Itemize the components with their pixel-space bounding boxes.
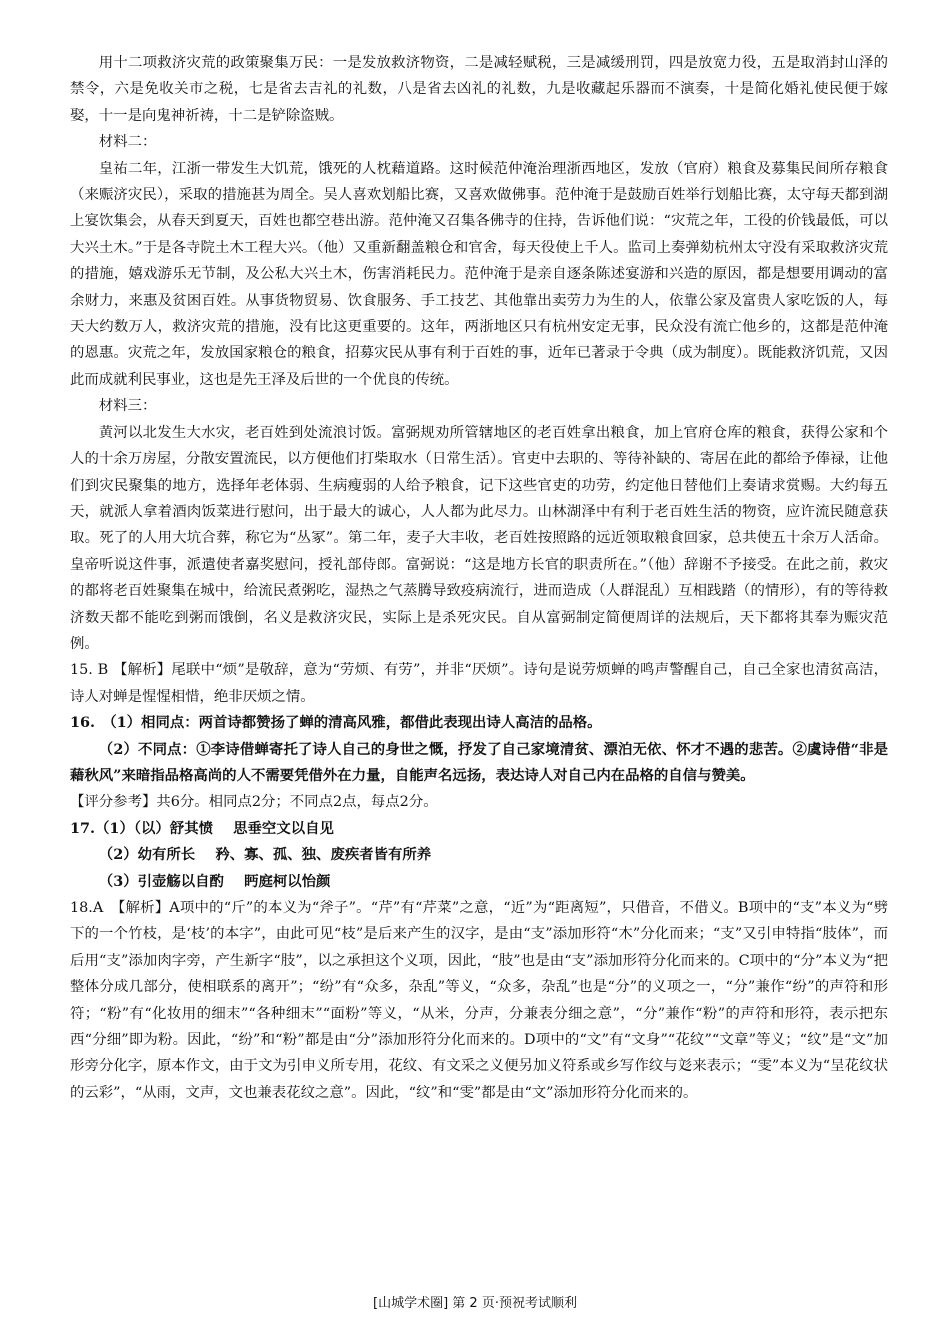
- question-16-number: [70, 710, 888, 736]
- question-17-row-1: [70, 816, 888, 842]
- question-16-difference: （2）不同点：①李诗借蝉寄托了诗人自己的身世之慨，抒发了自己家境清贫、漂泊无依、怀才不遇的悲苦。②虞诗借“非是藉秋风”来暗指品格高尚的人不需要凭借外在力量，自能声名远扬，表达诗人对自己内在品格的自信与赞美。: [70, 740, 888, 784]
- question-16-label: 16.: [70, 714, 96, 732]
- question-17-row-3: [70, 869, 888, 895]
- page-footer: [山城学术圈] 第 2 页·预祝考试顺利: [373, 1296, 577, 1311]
- question-17-1-a: 17.（1）（以）舒其愤: [70, 819, 213, 837]
- material-two-label: 材料二：: [98, 134, 157, 151]
- material-two-translation: 皇祐二年，江浙一带发生大饥荒，饿死的人枕藉道路。这时候范仲淹治理浙西地区，发放（官府）粮食及募集民间所存粮食（来赈济灾民），采取的措施甚为周全。吴人喜欢划船比赛，又喜欢做佛事。范仲淹于是鼓励百姓举行划船比赛，太守每天都到湖上宴饮集会，从春天到夏天，百姓也都空巷出游。范仲淹又召集各佛寺的住持，告诉他们说：“灾荒之年，工役的价钱最低，可以大兴土木。”于是各寺院土木工程大兴。（他）又重新翻盖粮仓和官舍，每天役使上千人。监司上奏弹劾杭州太守没有采取救济灾荒的措施，嬉戏游乐无节制，及公私大兴土木，伤害消耗民力。范仲淹于是亲自逐条陈述宴游和兴造的原因，都是想要用调动的富余财力，来惠及贫困百姓。从事货物贸易、饮食服务、手工技艺、其他靠出卖劳力为生的人，依靠公家及富贵人家吃饭的人，每天大约数万人，救济灾荒的措施，没有比这更重要的。这年，两浙地区只有杭州安定无事，民众没有流亡他乡的，这都是范仲淹的恩惠。灾荒之年，发放国家粮仓的粮食，招募灾民从事有利于百姓的事，近年已著录于令典（成为制度）。既能救济饥荒，又因此而成就利民事业，这也是先王泽及后世的一个优良的传统。: [70, 160, 888, 388]
- question-17-3-a: （3）引壶觞以自酌: [98, 872, 224, 890]
- answer-content: [70, 50, 888, 1106]
- question-16-similarity: （1）相同点：两首诗都赞扬了蝉的清高风雅，都借此表现出诗人高洁的品格。: [109, 714, 602, 732]
- material-one-continuation: 用十二项救济灾荒的政策聚集万民：一是发放救济物资，二是减轻赋税，三是减缓刑罚，四是放宽力役，五是取消封山泽的禁令，六是免收关市之税，七是省去吉礼的礼数，八是省去凶礼的礼数，九是收藏起乐器而不演奏，十是简化婚礼使民便于嫁娶，十一是向鬼神祈祷，十二是铲除盗贼。: [70, 55, 888, 124]
- question-17-2-b: 矜、寡、孤、独、废疾者皆有所养: [215, 846, 432, 864]
- material-three-translation: 黄河以北发生大水灾，老百姓到处流浪讨饭。富弼规劝所管辖地区的老百姓拿出粮食，加上官府仓库的粮食，获得公家和个人的十余万房屋，分散安置流民，以方便他们打柴取水（日常生活）。官吏中去职的、等待补缺的、寄居在此的都给予俸禄，让他们到灾民聚集的地方，选择年老体弱、生病瘦弱的人给予粮食，记下这些官吏的功劳，约定他日替他们上奏请求赏赐。大约每五天，就派人拿着酒肉饭菜进行慰问，出于最大的诚心，人人都为此尽力。山林湖泽中有利于老百姓生活的物资，应许流民随意获取。死了的人用大坑合葬，称它为“丛冢”。第二年，麦子大丰收，老百姓按照路的远近领取粮食回家，总共使五十余万人活命。皇帝听说这件事，派遣使者嘉奖慰问，授礼部侍郎。富弼说：“这是地方长官的职责所在。”（他）辞谢不予接受。在此之前，救灾的都将老百姓聚集在城中，给流民煮粥吃，湿热之气蒸腾导致疫病流行，进而造成（人群混乱）互相践踏（的情形），有的等待救济数天都不能吃到粥而饿倒，名义是救济灾民，实际上是杀死灾民。自从富弼制定简便周详的法规后，天下都将其奉为赈灾范例。: [70, 424, 888, 652]
- question-15-answer: 15. B 【解析】尾联中“烦”是敬辞，意为“劳烦、有劳”，并非“厌烦”。诗句是说劳烦蝉的鸣声警醒自己，自己全家也清贫高洁，诗人对蝉是惺惺相惜，绝非厌烦之情。: [70, 662, 888, 705]
- question-17-3-b: 眄庭柯以怡颜: [244, 872, 331, 890]
- question-17-2-a: （2）幼有所长: [98, 846, 196, 864]
- question-17-1-b: 思垂空文以自见: [233, 819, 334, 837]
- material-three-label: 材料三：: [98, 398, 157, 415]
- question-17-row-2: [70, 842, 888, 868]
- question-18-answer: 18.A 【解析】A项中的“斤”的本义为“斧子”。“芹”有“芹菜”之意，“近”为“距离短”，只借音，不借义。B项中的“支”本义为“劈下的一个竹枝，是‘枝’的本字”，由此可见“枝”是后来产生的汉字，是由“支”添加形符“木”分化而来；“支”又引申特指“肢体”，而后用“支”添加肉字旁，产生新字“肢”，以之承担这个义项，因此，“肢”也是由“支”添加形符分化而来的。C项中的“分”本义为“把整体分成几部分，使相联系的离开”；“纷”有“众多，杂乱”等义，“众多，杂乱”也是“分”的义项之一，“分”兼作“纷”的声符和形符；“粉”有“化妆用的细末”“各种细末”“面粉”等义，“从米，分声，分兼表分细之意”，“分”兼作“粉”的声符和形符，表示把东西“分细”即为粉。因此，“纷”和“粉”都是由“分”添加形符分化而来的。D项中的“文”有“文身”“花纹”“文章”等义；“纹”是“文”加形旁分化字，原本作文，由于文为引申义所专用，花纹、有文采之义便另加义符系或乡写作纹与彣来表示；“雯”本义为“呈花纹状的云彩”，“从雨，文声，文也兼表花纹之意”。因此，“纹”和“雯”都是由“文”添加形符分化而来的。: [70, 900, 888, 1101]
- question-16-scoring: 【评分参考】共6分。相同点2分；不同点2点，每点2分。: [70, 794, 438, 811]
